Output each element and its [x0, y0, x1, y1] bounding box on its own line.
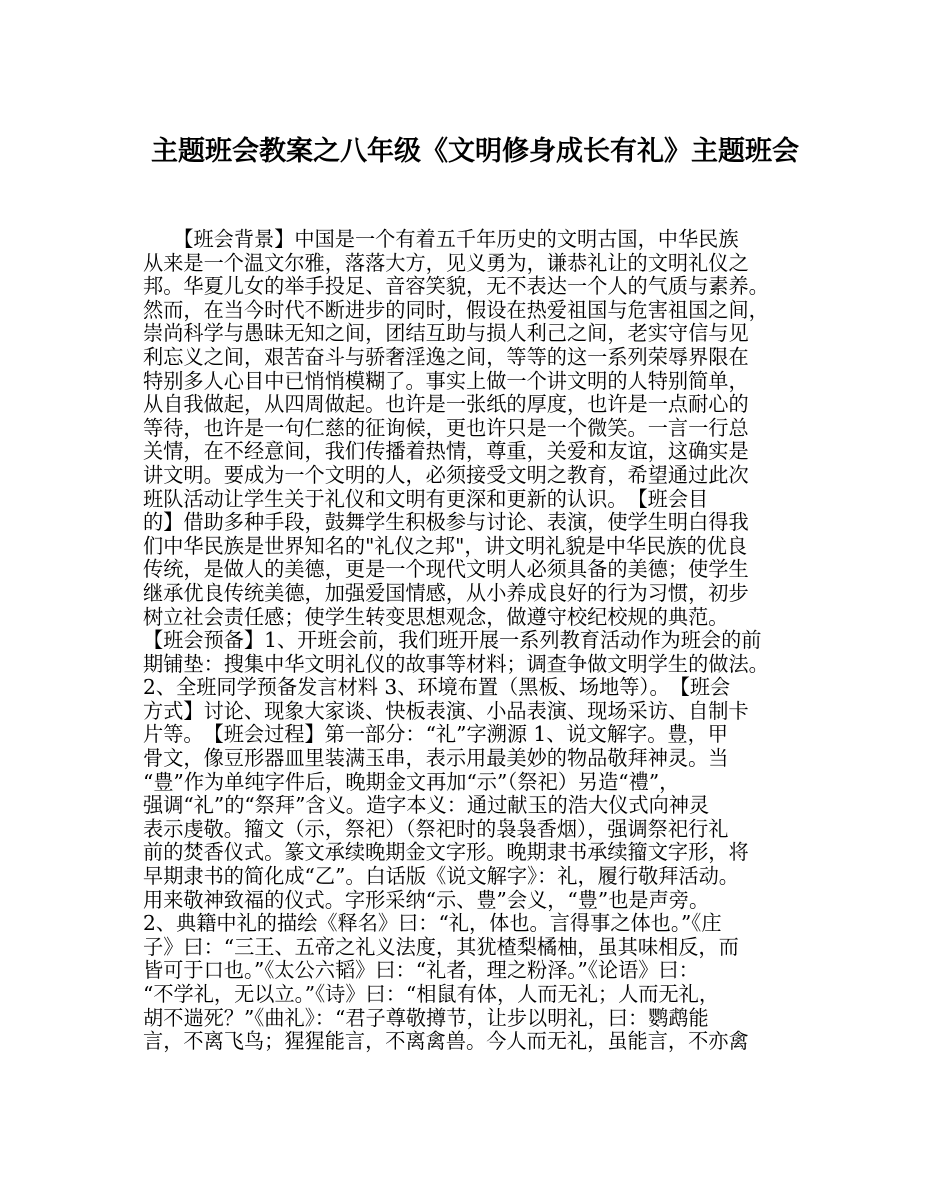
body-text-line: 方式】讨论、现象大家谈、快板表演、小品表演、现场采访、自制卡: [143, 698, 749, 723]
body-text-line: 【班会背景】中国是一个有着五千年历史的文明古国，中华民族: [143, 227, 739, 251]
body-text-line: 树立社会责任感；使学生转变思想观念，做遵守校纪校规的典范。: [143, 604, 729, 629]
body-text-line: 崇尚科学与愚昧无知之间，团结互助与损人利己之间，老实守信与见: [143, 321, 749, 346]
body-text-line: 讲文明。要成为一个文明的人，必须接受文明之教育，希望通过此次: [143, 462, 749, 487]
body-text-line: 2、典籍中礼的描绘《释名》曰：“礼，体也。言得事之体也。”《庄: [143, 911, 722, 936]
body-text-line: 邦。华夏儿女的举手投足、音容笑貌，无不表达一个人的气质与素养。: [143, 274, 769, 299]
body-text-line: 胡不遄死？”《曲礼》：“君子尊敬撙节，让步以明礼，曰：鹦鹉能: [143, 1005, 709, 1030]
body-text-line: 早期隶书的简化成“乙”。白话版《说文解字》：礼，履行敬拜活动。: [143, 864, 739, 889]
body-text-line: 表示虔敬。籀文（示，祭祀）（祭祀时的袅袅香烟），强调祭祀行礼: [143, 816, 729, 841]
body-text-line: 2、全班同学预备发言材料 3、环境布置（黑板、场地等）。 【班会: [143, 675, 731, 700]
body-text-line: 言，不离飞鸟；猩猩能言，不离禽兽。今人而无礼，虽能言，不亦禽: [143, 1029, 749, 1054]
body-text-line: 皆可于口也。”《太公六韬》曰：“礼者，理之粉泽。”《论语》曰：: [143, 958, 699, 983]
body-text-line: 的】借助多种手段，鼓舞学生积极参与讨论、表演，使学生明白得我: [143, 510, 749, 535]
body-text-line: “不学礼，无以立。”《诗》曰：“相鼠有体，人而无礼；人而无礼，: [143, 982, 720, 1006]
body-text-line: 特别多人心目中已悄悄模糊了。事实上做一个讲文明的人特别简单，: [143, 368, 749, 393]
body-text-line: 从来是一个温文尔雅，落落大方，见义勇为，谦恭礼让的文明礼仪之: [143, 250, 749, 275]
body-text-line: 们中华民族是世界知名的"礼仪之邦"，讲文明礼貌是中华民族的优良: [143, 533, 748, 558]
body-text-line: 关情，在不经意间，我们传播着热情，尊重，关爱和友谊，这确实是: [143, 439, 749, 464]
body-text-line: 等待，也许是一句仁慈的征询候，更也许只是一个微笑。一言一行总: [143, 415, 749, 440]
body-text-line: “豊”作为单纯字件后，晚期金文再加“示”（祭祀）另造“禮”，: [143, 769, 680, 794]
body-text-line: 强调“礼”的“祭拜”含义。造字本义：通过献玉的浩大仪式向神灵: [143, 793, 710, 818]
body-text-line: 期铺垫：搜集中华文明礼仪的故事等材料；调查争做文明学生的做法。: [143, 651, 769, 676]
body-text-line: 用来敬神致福的仪式。字形采纳“示、豊”会义，“豊”也是声旁。: [143, 887, 710, 912]
body-text-line: 子》曰：“三王、五帝之礼义法度，其犹楂梨橘柚，虽其味相反，而: [143, 934, 739, 959]
body-text-line: 利忘义之间，艰苦奋斗与骄奢淫逸之间，等等的这一系列荣辱界限在: [143, 344, 749, 369]
body-text-line: 骨文，像豆形器皿里装满玉串，表示用最美妙的物品敬拜神灵。当: [143, 746, 729, 771]
body-text-line: 片等。 【班会过程】第一部分：“礼”字溯源 1、说文解字。豊，甲: [143, 722, 728, 747]
body-text-line: 班队活动让学生关于礼仪和文明有更深和更新的认识。 【班会目: [143, 486, 709, 511]
document-title: 主题班会教案之八年级《文明修身成长有礼》主题班会: [151, 136, 799, 167]
document-body: [143, 228, 811, 1054]
body-text-line: 前的焚香仪式。篆文承续晚期金文字形。晚期隶书承续籀文字形，将: [143, 840, 749, 865]
body-text-line: 继承优良传统美德，加强爱国情感，从小养成良好的行为习惯，初步: [143, 580, 749, 605]
body-text-line: 从自我做起，从四周做起。也许是一张纸的厚度，也许是一点耐心的: [143, 392, 749, 417]
body-text-line: 传统，是做人的美德，更是一个现代文明人必须具备的美德；使学生: [143, 557, 749, 582]
body-text-line: 【班会预备】1、开班会前，我们班开展一系列教育活动作为班会的前: [143, 628, 762, 653]
body-text-line: 然而，在当今时代不断进步的同时，假设在热爱祖国与危害祖国之间，: [143, 297, 769, 322]
